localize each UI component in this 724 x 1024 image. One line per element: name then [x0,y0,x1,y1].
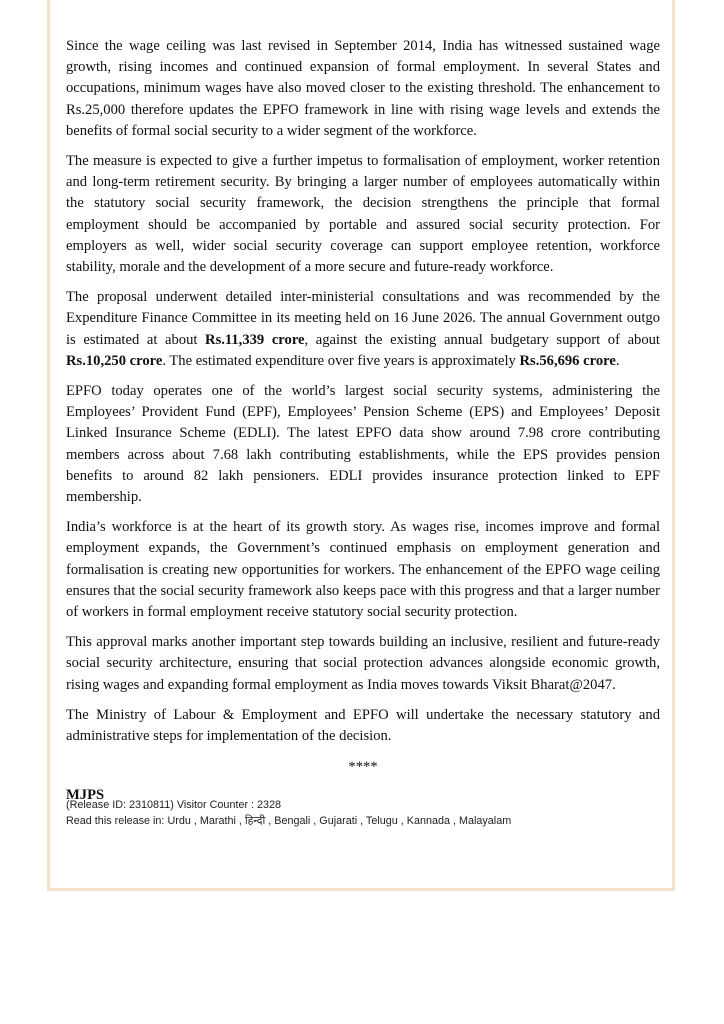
paragraph-text: . The estimated expenditure over five years is approximately [162,352,520,369]
language-link[interactable]: Malayalam [458,815,512,827]
bold-figure: Rs.11,339 crore [205,331,305,348]
language-separator: , [397,815,407,827]
language-separator: , [265,815,275,827]
body-paragraph [66,705,660,747]
paragraph-text: , against the existing annual budgetary support of about [304,331,660,348]
read-in-languages [66,813,660,829]
release-footer [66,797,660,829]
body-paragraphs [66,36,660,747]
paragraph-text: EPFO today operates one of the world’s largest social security systems, administering the Employees’ Provident Fund (EPF), Employees’ Pension Scheme (EPS) and Employees’ Deposit Linked Insurance Scheme (EDLI). The latest EPFO data show around 7.98 crore contributing members across about 7.68 lakh contributing establishments, while the EPS provides pension benefits to around 82 lakh pensioners. EDLI provides insurance protection linked to EPF membership. [66,383,660,506]
language-link-list [167,815,511,827]
language-link[interactable]: Gujarati [319,815,358,827]
release-document-panel [47,0,675,891]
language-separator: , [310,815,320,827]
release-body [66,36,660,805]
paragraph-text: The proposal underwent detailed inter-ministerial consultations and was recommended by the Expenditure Finance Committee in its meeting held on 16 June 2026. The annual Government outgo is estimated at about [66,289,660,348]
body-paragraph [66,517,660,623]
language-link[interactable]: हिन्दी [244,815,266,827]
language-separator: , [235,815,245,827]
language-link[interactable]: Telugu [365,815,398,827]
bold-figure: Rs.10,250 crore [66,352,163,369]
language-link[interactable]: Marathi [199,815,236,827]
language-separator: , [190,815,200,827]
paragraph-text: This approval marks another important step towards building an inclusive, resilient and future-ready social security architecture, ensuring that social protection advances alongside economic growth, rising wages and expanding formal employment as India moves towards Viksit Bharat@2047. [66,634,660,693]
body-paragraph [66,381,660,508]
language-link[interactable]: Bengali [274,815,311,827]
body-paragraph [66,287,660,372]
read-in-label: Read this release in: [66,815,168,827]
paragraph-text: . [615,352,620,369]
body-paragraph [66,151,660,278]
paragraph-text: The Ministry of Labour & Employment and EPFO will undertake the necessary statutory and administrative steps for implementation of the decision. [66,706,660,745]
body-paragraph [66,632,660,696]
paragraph-text: The measure is expected to give a further impetus to formalisation of employment, worker retention and long-term retirement security. By bringing a larger number of employees automatically within the statutory social security framework, the decision strengthens the principle that formal employment should be accompanied by portable and assured social security protection. For employers as well, wider social security coverage can support employee retention, workforce stability, morale and the development of a more secure and future-ready workforce. [66,153,660,276]
language-separator: , [357,815,366,827]
paragraph-text: India’s workforce is at the heart of its growth story. As wages rise, incomes improve and formal employment expands, the Government’s continued emphasis on employment generation and formalisation is creating new opportunities for workers. The enhancement of the EPFO wage ceiling ensures that the social security framework also keeps pace with this progress and that a larger number of workers in formal employment receive statutory social security protection. [66,519,660,621]
language-separator: , [449,815,459,827]
release-id-visitor-counter: (Release ID: 2310811) Visitor Counter : 2328 [66,799,282,811]
section-separator: **** [348,759,378,776]
bold-figure: Rs.56,696 crore [519,352,616,369]
body-paragraph [66,36,660,142]
language-link[interactable]: Urdu [167,815,191,827]
language-link[interactable]: Kannada [406,815,450,827]
paragraph-text: Since the wage ceiling was last revised in September 2014, India has witnessed sustained wage growth, rising incomes and continued expansion of formal employment. In several States and occupations, minimum wages have also moved closer to the existing threshold. The enhancement to Rs.25,000 therefore updates the EPFO framework in line with rising wage levels and extends the benefits of formal social security to a wider segment of the workforce. [66,38,660,139]
signoff-initials: MJPS [66,787,105,804]
